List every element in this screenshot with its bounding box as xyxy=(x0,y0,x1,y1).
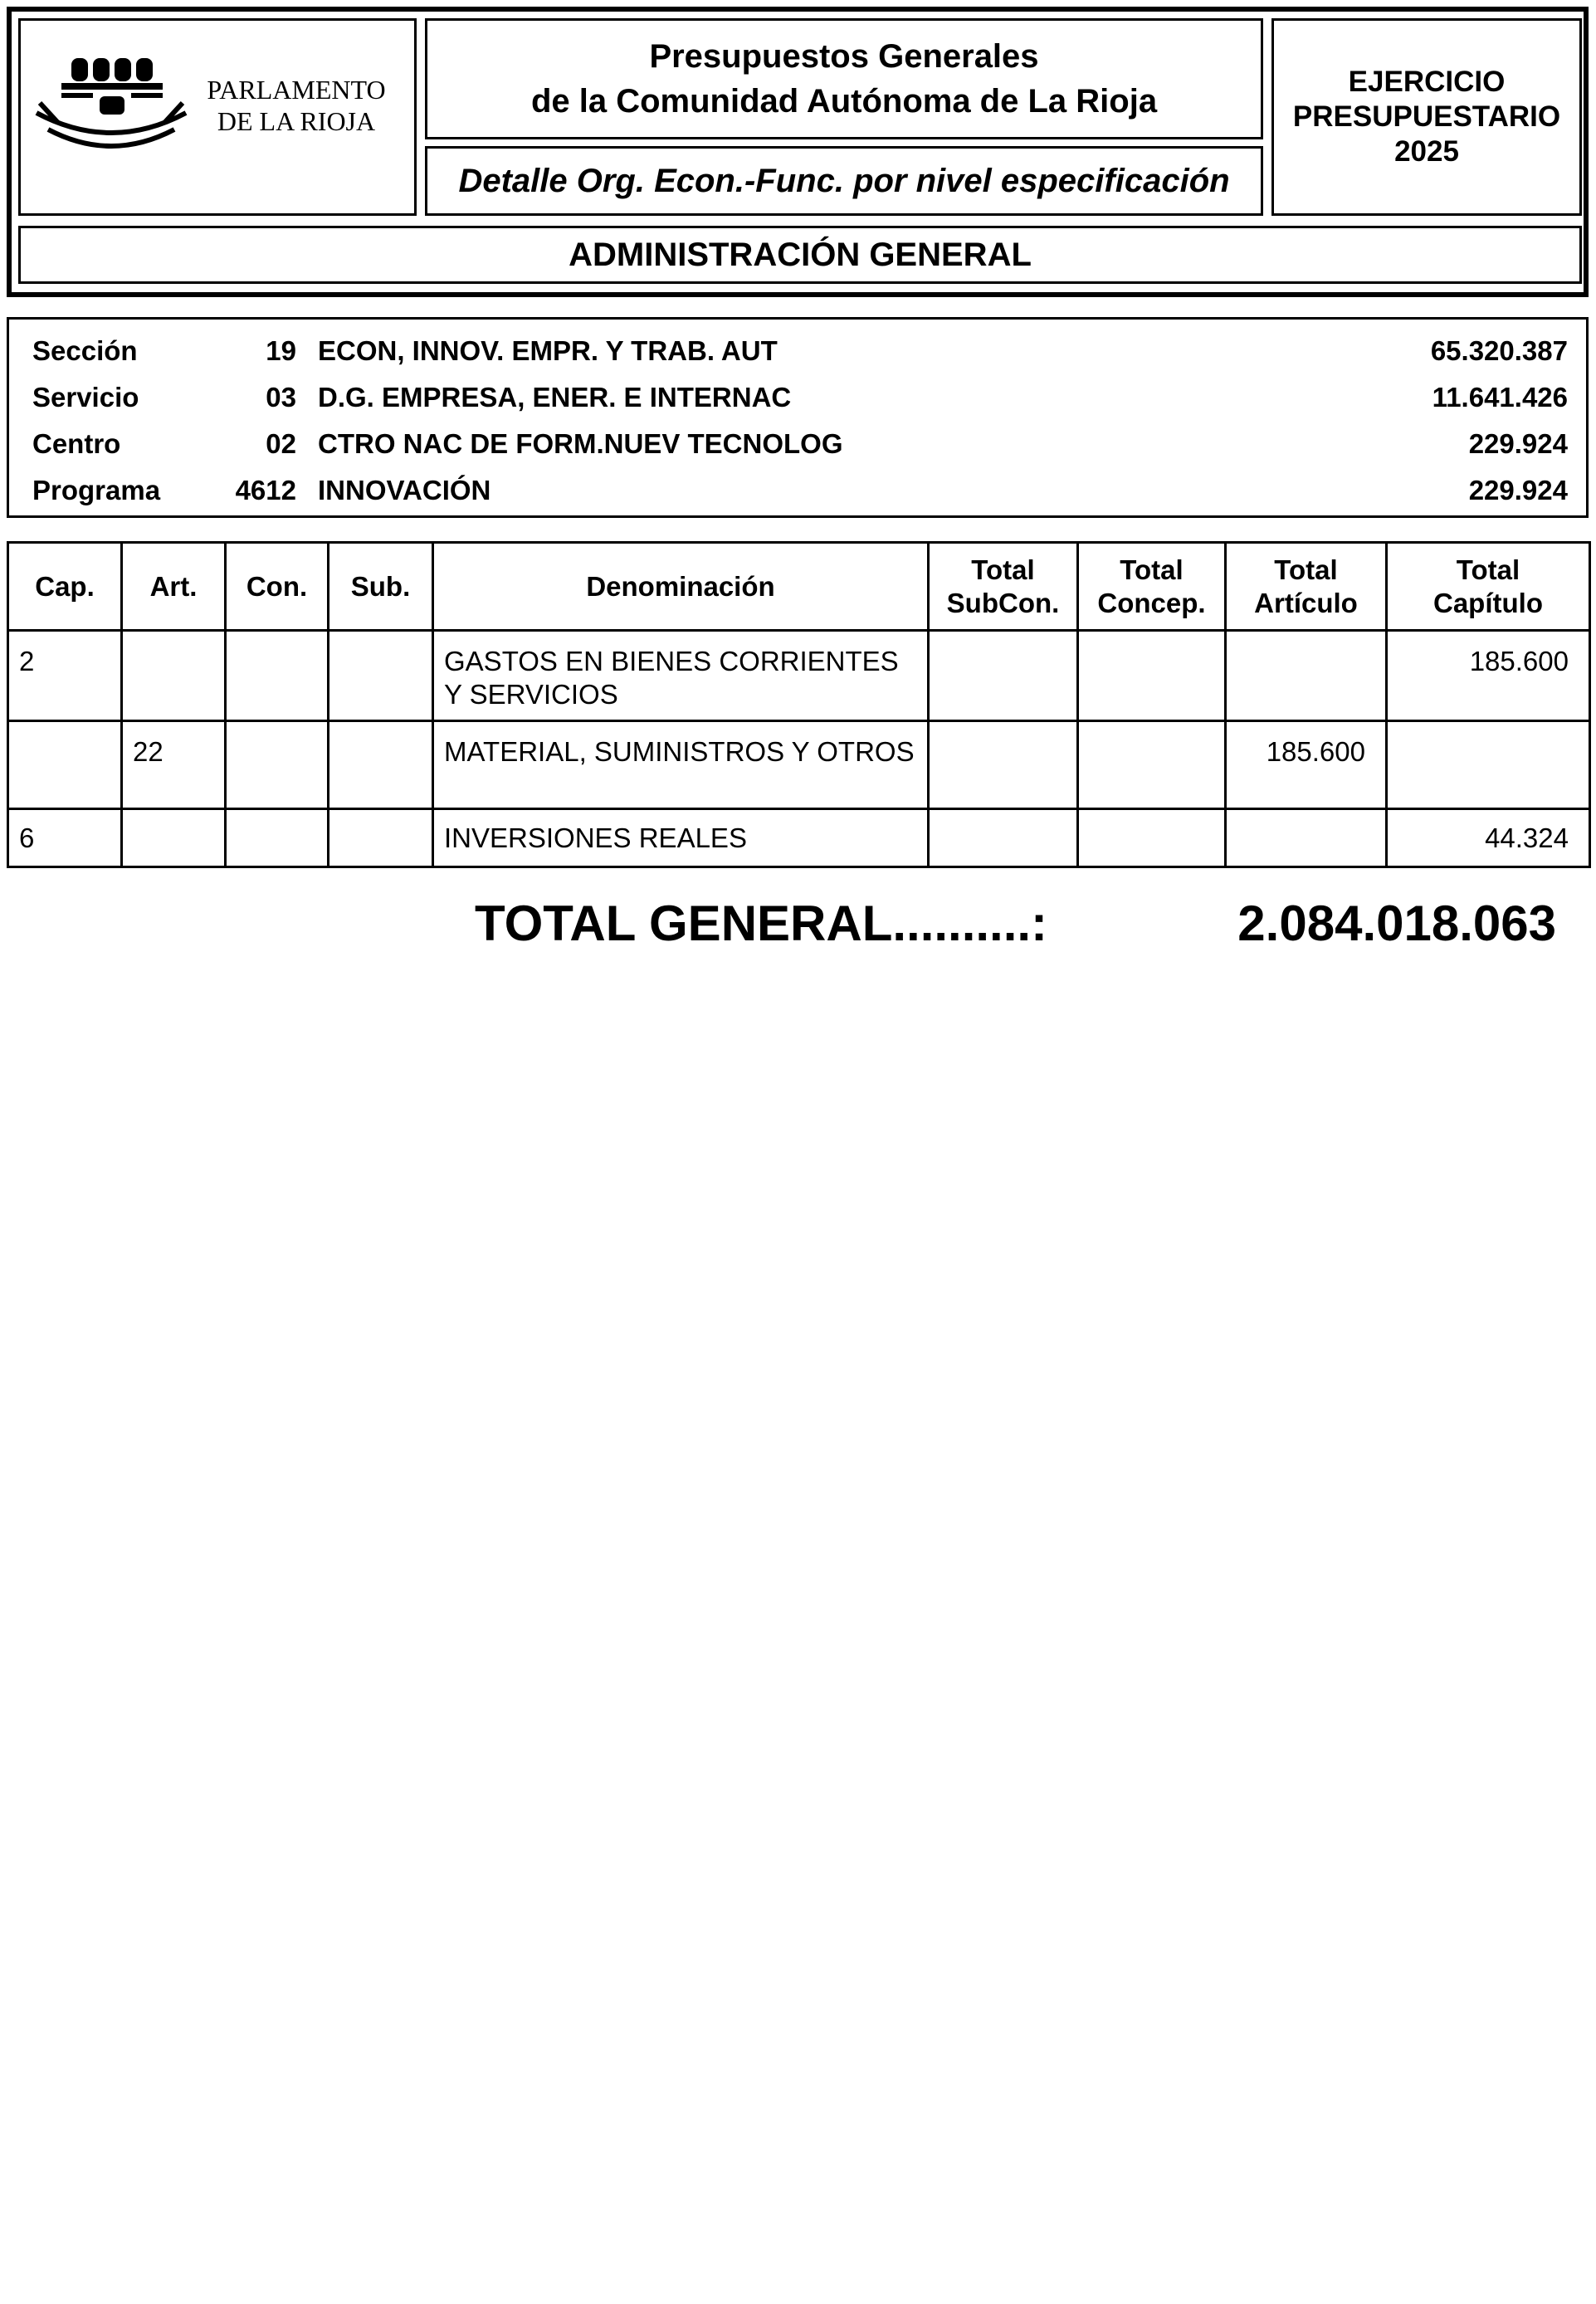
header-total-concep xyxy=(1078,543,1226,631)
cell-denominacion: GASTOS EN BIENES CORRIENTES Y SERVICIOS xyxy=(433,631,929,721)
title-line-1: Presupuestos Generales xyxy=(649,38,1039,75)
header-line: Capítulo xyxy=(1433,587,1543,618)
info-row-servicio xyxy=(9,374,1586,421)
year-line-2: PRESUPUESTARIO xyxy=(1292,100,1561,133)
header-cap: Cap. xyxy=(8,543,122,631)
organizational-info xyxy=(7,317,1589,518)
cell-con xyxy=(226,721,329,809)
cell-total-concep xyxy=(1078,721,1226,809)
cell-total-subcon xyxy=(929,721,1078,809)
document-title xyxy=(425,18,1263,139)
info-label: Centro xyxy=(32,428,121,459)
info-row-programa xyxy=(9,467,1586,514)
cell-sub xyxy=(329,721,433,809)
administration-label: ADMINISTRACIÓN GENERAL xyxy=(569,236,1032,273)
info-description: INNOVACIÓN xyxy=(318,475,491,505)
info-total: 65.320.387 xyxy=(1430,335,1568,366)
header-line: Artículo xyxy=(1254,587,1358,618)
info-total: 229.924 xyxy=(1468,428,1568,459)
info-description: ECON, INNOV. EMPR. Y TRAB. AUT xyxy=(318,335,778,366)
info-label: Sección xyxy=(32,335,138,366)
budget-table xyxy=(7,541,1591,868)
cell-total-articulo xyxy=(1226,809,1387,867)
logo-name-line1: PARLAMENTO xyxy=(207,75,386,105)
cell-cap: 6 xyxy=(8,809,122,867)
fiscal-year: 2025 xyxy=(1394,135,1459,168)
header-total-capitulo xyxy=(1387,543,1590,631)
cell-art: 22 xyxy=(122,721,226,809)
header-art: Art. xyxy=(122,543,226,631)
title-line-2: de la Comunidad Autónoma de La Rioja xyxy=(530,83,1158,120)
info-row-centro xyxy=(9,421,1586,467)
cell-cap xyxy=(8,721,122,809)
document-subtitle: Detalle Org. Econ.-Func. por nivel especificación xyxy=(458,162,1230,199)
info-code: 4612 xyxy=(235,475,296,505)
info-code: 19 xyxy=(266,335,296,366)
info-code: 02 xyxy=(266,428,296,459)
info-description: D.G. EMPRESA, ENER. E INTERNAC xyxy=(318,382,792,412)
administration-box xyxy=(18,226,1582,284)
table-row xyxy=(8,721,1590,809)
info-row-seccion xyxy=(9,328,1586,374)
cell-total-capitulo: 44.324 xyxy=(1387,809,1590,867)
cell-denominacion: MATERIAL, SUMINISTROS Y OTROS xyxy=(433,721,929,809)
header-sub: Sub. xyxy=(329,543,433,631)
cell-total-concep xyxy=(1078,809,1226,867)
cell-art xyxy=(122,809,226,867)
table-row xyxy=(8,631,1590,721)
cell-cap: 2 xyxy=(8,631,122,721)
cell-con xyxy=(226,631,329,721)
cell-total-capitulo: 185.600 xyxy=(1387,631,1590,721)
total-general-label: TOTAL GENERAL..........: xyxy=(475,896,1048,951)
cell-total-capitulo xyxy=(1387,721,1590,809)
cell-total-concep xyxy=(1078,631,1226,721)
table-header-row xyxy=(8,543,1590,631)
header-line: Total xyxy=(1456,554,1520,585)
cell-sub xyxy=(329,809,433,867)
cell-total-articulo xyxy=(1226,631,1387,721)
header-line: Total xyxy=(1120,554,1184,585)
info-code: 03 xyxy=(266,382,296,412)
info-label: Programa xyxy=(32,475,161,505)
info-description: CTRO NAC DE FORM.NUEV TECNOLOG xyxy=(318,428,843,459)
fiscal-year-box xyxy=(1271,18,1582,216)
info-total: 229.924 xyxy=(1468,475,1568,505)
cell-con xyxy=(226,809,329,867)
header-total-subcon xyxy=(929,543,1078,631)
document-subtitle-box xyxy=(425,146,1263,216)
cell-art xyxy=(122,631,226,721)
cell-sub xyxy=(329,631,433,721)
header-total-articulo xyxy=(1226,543,1387,631)
header-line: Total xyxy=(1274,554,1338,585)
total-general-value: 2.084.018.063 xyxy=(1237,896,1556,951)
header-denominacion: Denominación xyxy=(433,543,929,631)
header-con: Con. xyxy=(226,543,329,631)
header-line: Concep. xyxy=(1097,587,1206,618)
table-row xyxy=(8,809,1590,867)
parliament-logo-icon xyxy=(28,53,194,169)
cell-total-subcon xyxy=(929,809,1078,867)
cell-denominacion: INVERSIONES REALES xyxy=(433,809,929,867)
info-total: 11.641.426 xyxy=(1432,382,1568,412)
info-label: Servicio xyxy=(32,382,139,412)
header-line: SubCon. xyxy=(946,587,1060,618)
logo-name-line2: DE LA RIOJA xyxy=(217,106,376,136)
year-line-1: EJERCICIO xyxy=(1348,66,1506,98)
header-line: Total xyxy=(971,554,1035,585)
cell-total-subcon xyxy=(929,631,1078,721)
cell-total-articulo: 185.600 xyxy=(1226,721,1387,809)
